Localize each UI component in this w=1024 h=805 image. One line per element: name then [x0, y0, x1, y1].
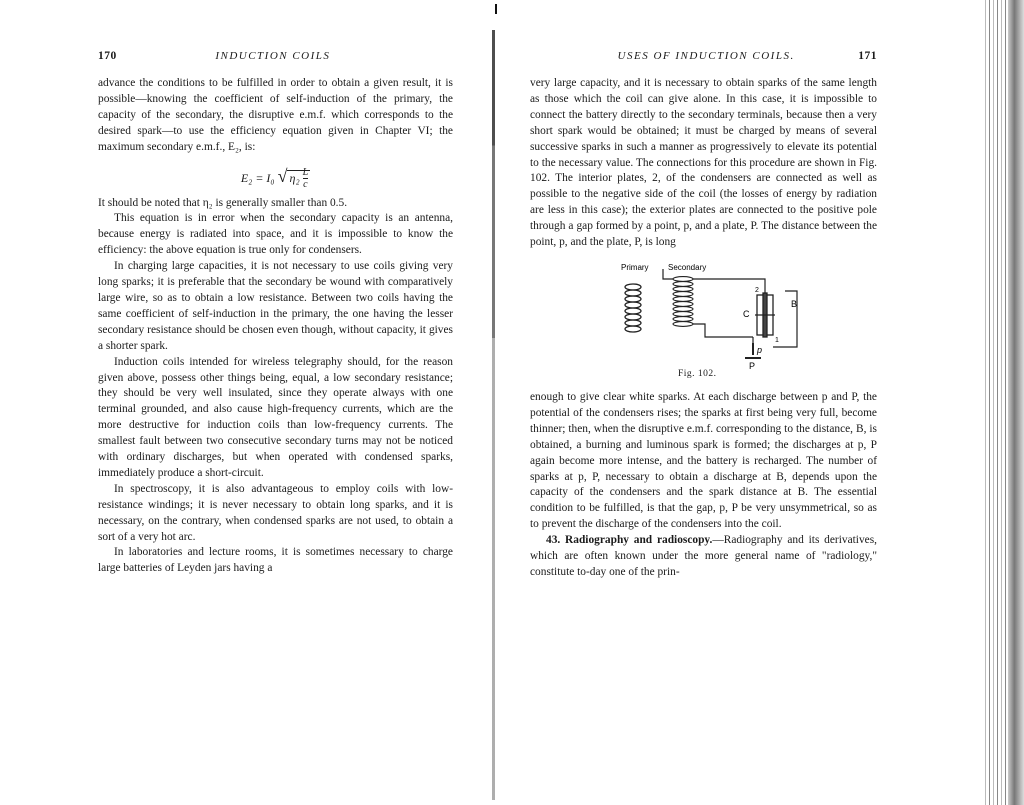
circuit-wires — [663, 269, 797, 347]
figure-102 — [530, 259, 877, 384]
equation-fraction — [303, 167, 309, 190]
figure-caption: Fig. 102. — [678, 368, 717, 379]
right-running-title: USES OF INDUCTION COILS. — [617, 50, 795, 62]
paragraph: This equation is in error when the secondary capacity is an antenna, because energy is radiated into space, and it is impossible to know the efficiency: the above equation is true only for condensers. — [98, 212, 453, 257]
paragraph: Induction coils intended for wireless telegraphy should, for the reason given above, possess other things being, equal, a low secondary resistance; they should be very well insulated, since they operate always with one terminal grounded, and also cause high-frequency currents, which are the more destructive for induction coils than low-frequency currents. The smallest fault between two consecutive secondary turns may not be noticed with ordinary discharges, but when operated with condensed sparks, immediately produce a short-circuit. — [98, 355, 453, 479]
paragraph: enough to give clear white sparks. At each discharge between p and P, the potential of the condensers rises; the sparks at first being very full, become thinner; then, when the disruptive e.m.f. corresponding to the distance, B, is obtained, a burning and luminous spark is formed; the discharges at p, P again become more intense, and the battery is recharged. The number of sparks at p, P, necessary to obtain a discharge at B, depends upon the capacity of the condensers and the spark distance at B. The essential condition to be fulfilled, is that the gap, p, P be very unsymmetrical, so as to prevent the discharge of the condensers into the coil. — [530, 390, 877, 531]
circuit-diagram — [585, 259, 825, 369]
condenser-battery — [755, 293, 775, 337]
page-edges — [982, 0, 1024, 805]
left-page-text — [98, 76, 453, 577]
primary-coil — [625, 284, 641, 332]
label-b: B — [791, 298, 798, 309]
right-running-head — [530, 50, 877, 62]
secondary-coil — [673, 277, 693, 327]
label-primary: Primary — [621, 262, 649, 272]
label-p-lower: p — [757, 344, 763, 355]
equation-fraction-den: c — [303, 179, 308, 191]
equation-fraction-num: L — [302, 167, 309, 179]
label-1: 1 — [775, 336, 779, 344]
paragraph: advance the conditions to be fulfilled in order to obtain a given result, it is possible—knowing the coefficient of self-induction of the primary, the capacity of the secondary, the disruptive e.m.f. which corresponds to the desired spark—to use the efficiency equation given in Chapter VI; the maximum secondary e.m.f., E₂, is: — [98, 77, 453, 153]
label-p-upper: P — [749, 360, 756, 369]
section-title: 43. Radiography and radioscopy. — [546, 534, 713, 547]
left-running-head — [98, 50, 453, 62]
gutter-mark — [495, 4, 497, 14]
left-page-number: 170 — [98, 50, 117, 62]
sqrt-sign: √ — [277, 165, 288, 186]
right-page — [530, 50, 877, 581]
left-page — [98, 50, 453, 577]
paragraph: very large capacity, and it is necessary to obtain sparks of the same length as those which the coil can give alone. In this case, it is impossible to connect the battery directly to the secondary terminals, because then a very short spark would be obtained; it must be charged by means of several successive sparks in such a manner as progressively to elevate its potential to the necessary value. The connections for this procedure are shown in Fig. 102. The interior plates, 2, of the condensers are connected as well as possible to the negative side of the coil (the losses of energy by radiation are less in this case); the exterior plates are connected to the positive pole through a gap formed by a point, p, and a plate, P. The distance between the point, p, and the plate, P, is long — [530, 77, 877, 249]
book-gutter — [492, 30, 495, 800]
label-2: 2 — [755, 286, 759, 294]
efficiency-equation — [98, 156, 453, 196]
equation-radicand-prefix: η₂ — [289, 170, 300, 185]
equation-lhs: E₂ = I₀ — [240, 170, 275, 185]
label-secondary: Secondary — [668, 262, 707, 272]
equation-radicand — [287, 167, 310, 191]
section-paragraph — [530, 533, 877, 581]
paragraph: In charging large capacities, it is not necessary to use coils giving very long sparks; it is preferable that the secondary be wound with comparatively large wire, so as to obtain a low resistance. Between two coils having the same coefficient of self-induction in the primary, the one having the lesser secondary resistance should be chosen even though, without capacity, it gives a shorter spark. — [98, 260, 453, 352]
left-running-title: INDUCTION COILS — [215, 50, 331, 62]
paragraph: It should be noted that η₂ is generally smaller than 0.5. — [98, 196, 348, 209]
right-page-text — [530, 76, 877, 581]
paragraph: In spectroscopy, it is also advantageous to employ coils with low-resistance windings; it is never necessary to obtain long sparks, and it is necessary, on the contrary, when condensed sparks are not used, to obtain a sort of a very hot arc. — [98, 482, 453, 543]
paragraph: In laboratories and lecture rooms, it is sometimes necessary to charge large batteries of Leyden jars having a — [98, 546, 453, 575]
right-page-number: 171 — [858, 50, 877, 62]
section-text: —Radiography and its derivatives, which are often known under the more general name of "radiology," constitute to-day one of the prin- — [530, 534, 877, 578]
label-c: C — [743, 308, 750, 319]
